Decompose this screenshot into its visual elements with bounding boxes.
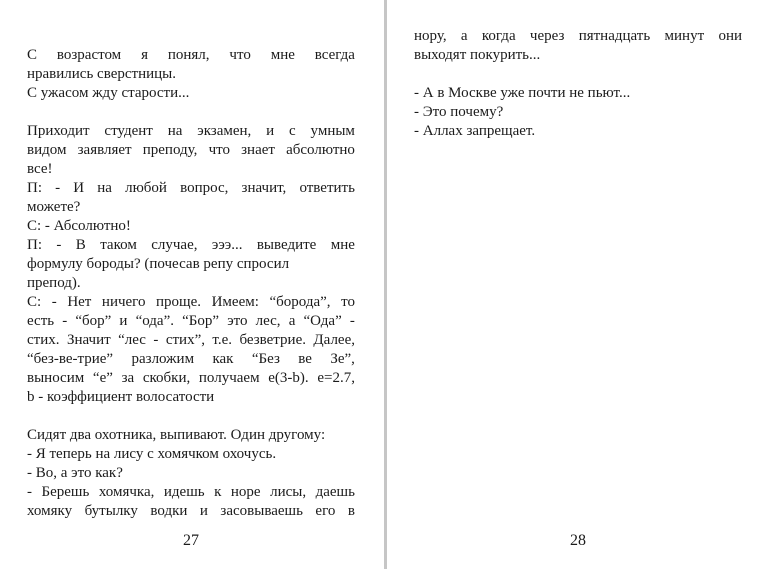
text-line: С: - Нет ничего проще. Имеем: “борода”, то bbox=[27, 294, 355, 310]
text-line: С возрастом я понял, что мне всегда bbox=[27, 47, 355, 63]
text-line: - Аллах запрещает. bbox=[414, 123, 536, 139]
text-line: - Это почему? bbox=[414, 104, 504, 120]
page-right bbox=[387, 0, 771, 569]
text-line: П: - И на любой вопрос, значит, ответить bbox=[27, 180, 355, 196]
text-line: П: - В таком случае, эээ... выведите мне bbox=[27, 237, 355, 253]
text-line: - Во, а это как? bbox=[27, 465, 123, 481]
text-line: b - коэффициент волосатости bbox=[27, 389, 215, 405]
text-line: все! bbox=[27, 161, 53, 177]
text-line: нору, а когда через пятнадцать минут они bbox=[414, 28, 742, 44]
page-left bbox=[0, 0, 385, 569]
text-line: Сидят два охотника, выпивают. Один другому: bbox=[27, 427, 326, 443]
text-line: формулу бороды? (почесав репу спросил bbox=[27, 256, 290, 272]
text-line: есть - “бор” и “ода”. “Бор” это лес, а “Ода” - bbox=[27, 313, 355, 329]
text-line: “без-ве-трие” разложим как “Без ве Зе”, bbox=[27, 351, 355, 367]
text-line: препод). bbox=[27, 275, 81, 291]
text-line: С ужасом жду старости... bbox=[27, 85, 190, 101]
text-line bbox=[414, 65, 742, 84]
text-line bbox=[27, 103, 355, 122]
page-right-text bbox=[414, 27, 742, 141]
text-line: Приходит студент на экзамен, и с умным bbox=[27, 123, 355, 139]
text-line: стих. Значит “лес - стих”, т.е. безветрие. Далее, bbox=[27, 332, 355, 348]
text-line: можете? bbox=[27, 199, 81, 215]
text-line: нравились сверстницы. bbox=[27, 66, 176, 82]
text-line: - Я теперь на лису с хомячком охочусь. bbox=[27, 446, 277, 462]
page-number-right: 28 bbox=[570, 532, 586, 549]
text-line: - Берешь хомячка, идешь к норе лисы, даешь bbox=[27, 484, 355, 500]
page-number-left: 27 bbox=[183, 532, 199, 549]
text-line: хомяку бутылку водки и засовываешь его в bbox=[27, 503, 355, 519]
text-line: выносим “е” за скобки, получаем е(3-b). е=2.7, bbox=[27, 370, 355, 386]
text-line: выходят покурить... bbox=[414, 47, 541, 63]
text-line bbox=[27, 407, 355, 426]
text-line: - А в Москве уже почти не пьют... bbox=[414, 85, 631, 101]
text-line: видом заявляет преподу, что знает абсолютно bbox=[27, 142, 355, 158]
text-line: С: - Абсолютно! bbox=[27, 218, 131, 234]
page-left-text bbox=[27, 46, 355, 521]
